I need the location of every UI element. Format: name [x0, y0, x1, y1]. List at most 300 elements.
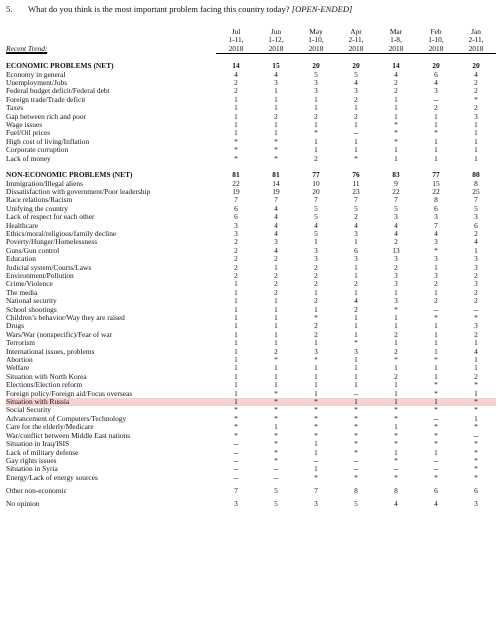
row-value: 4 — [434, 78, 438, 88]
row-value: 83 — [392, 170, 400, 180]
row-value: 1 — [354, 270, 358, 280]
recent-trend-label: Recent Trend: — [6, 44, 48, 54]
row-value: 1 — [354, 355, 358, 365]
row-value: 1 — [274, 329, 278, 339]
row-value: 3 — [434, 270, 438, 280]
row-value: 1 — [314, 120, 318, 130]
row-value: * — [274, 413, 278, 423]
row-value: 1 — [394, 103, 398, 113]
row-value: 5 — [314, 228, 318, 238]
row-value: 1 — [394, 338, 398, 348]
row-value: * — [296, 398, 336, 406]
row-value: 2 — [234, 270, 238, 280]
col-range: 2-11, — [468, 35, 484, 45]
row-value: 1 — [314, 363, 318, 373]
row-value: * — [474, 472, 478, 482]
row-value: 1 — [394, 363, 398, 373]
col-month: Mar — [389, 27, 403, 36]
row-value: * — [234, 405, 238, 415]
row-value: 20 — [312, 61, 320, 71]
col-month: Apr — [350, 27, 362, 36]
row-value: 3 — [434, 86, 438, 96]
row-value: 1 — [314, 464, 318, 474]
col-year: 2018 — [336, 45, 376, 54]
row-value: 7 — [314, 485, 318, 495]
row-value: 1 — [434, 153, 438, 163]
table-row — [6, 247, 496, 255]
row-value: 7 — [354, 195, 358, 205]
row-value: 1 — [314, 338, 318, 348]
row-value: 3 — [434, 254, 438, 264]
row-value: 1 — [434, 338, 438, 348]
row-value: -- — [433, 94, 439, 104]
row-value: 3 — [354, 346, 358, 356]
row-label: Fuel/Oil prices — [6, 128, 51, 138]
row-value: 2 — [474, 270, 478, 280]
row-value: 2 — [394, 329, 398, 339]
row-value: 4 — [314, 220, 318, 230]
row-value: * — [274, 447, 278, 457]
row-value: * — [474, 313, 478, 322]
row-value: 1 — [274, 321, 278, 331]
question-text — [6, 4, 352, 14]
row-value: 1 — [234, 321, 238, 331]
row-value: 20 — [472, 61, 480, 71]
row-value: * — [314, 413, 318, 423]
row-value: 10 — [312, 178, 320, 188]
row-value: 1 — [474, 388, 478, 398]
row-value: 1 — [394, 422, 398, 432]
row-value: 11 — [352, 178, 360, 188]
row-value: * — [394, 304, 398, 314]
row-value: 1 — [234, 128, 238, 138]
row-label: Elections/Election reform — [6, 380, 83, 390]
row-value: * — [434, 245, 438, 255]
row-value: * — [274, 405, 278, 415]
row-value: 4 — [274, 228, 278, 238]
row-value: 1 — [394, 94, 398, 104]
row-value: 1 — [314, 237, 318, 247]
row-value: * — [474, 439, 478, 449]
row-label: The media — [6, 287, 38, 297]
row-value: -- — [433, 304, 439, 314]
row-value: 2 — [394, 86, 398, 96]
col-range: 1-8, — [390, 35, 402, 45]
row-value: * — [474, 405, 478, 415]
row-value: 2 — [314, 262, 318, 272]
row-value: -- — [233, 455, 239, 465]
row-label: School shootings — [6, 304, 57, 314]
row-value: 1 — [336, 398, 376, 406]
row-value: 1 — [474, 120, 478, 130]
row-value: * — [274, 430, 278, 440]
row-value: 4 — [394, 220, 398, 230]
row-value: 1 — [354, 287, 358, 297]
row-value: 4 — [354, 220, 358, 230]
row-value: 1 — [234, 355, 238, 365]
row-value: * — [274, 153, 278, 163]
row-value: 2 — [274, 279, 278, 289]
row-value: 2 — [354, 304, 358, 314]
row-value: 4 — [274, 69, 278, 79]
row-value: 2 — [474, 329, 478, 339]
row-value: 4 — [394, 228, 398, 238]
row-value: 4 — [474, 237, 478, 247]
col-month: Feb — [430, 27, 442, 36]
row-value: 3 — [314, 86, 318, 96]
row-value: * — [234, 145, 238, 155]
row-value: 6 — [434, 485, 438, 495]
row-value: 3 — [274, 237, 278, 247]
row-label: Healthcare — [6, 220, 39, 230]
row-value: 1 — [234, 296, 238, 306]
row-value: * — [234, 153, 238, 163]
row-value: 2 — [474, 86, 478, 96]
row-value: -- — [353, 388, 359, 398]
row-value: -- — [273, 464, 279, 474]
row-value: * — [394, 136, 398, 146]
row-value: 1 — [354, 321, 358, 331]
col-month: May — [309, 27, 323, 36]
row-value: * — [314, 405, 318, 415]
row-value: 6 — [474, 485, 478, 495]
row-value: 5 — [314, 69, 318, 79]
row-value: 3 — [474, 254, 478, 264]
row-value: 6 — [434, 203, 438, 213]
table-row — [6, 146, 496, 154]
row-value: 1 — [234, 120, 238, 130]
row-value: * — [474, 447, 478, 457]
row-value: * — [434, 405, 438, 415]
row-value: 1 — [274, 422, 278, 432]
row-value: * — [234, 413, 238, 423]
row-value: 3 — [474, 498, 478, 508]
row-value: 1 — [314, 304, 318, 314]
row-value: -- — [473, 304, 479, 314]
row-value: 2 — [274, 346, 278, 356]
row-value: 1 — [434, 346, 438, 356]
row-value: 1 — [314, 103, 318, 113]
row-value: 1 — [434, 447, 438, 457]
row-value: 1 — [434, 287, 438, 297]
row-label: Foreign policy/Foreign aid/Focus overseas — [6, 388, 133, 398]
row-value: -- — [233, 472, 239, 482]
col-year: 2018 — [416, 45, 456, 54]
row-value: * — [274, 145, 278, 155]
row-value: 2 — [314, 321, 318, 331]
row-value: 1 — [394, 380, 398, 390]
row-value: 1 — [234, 94, 238, 104]
row-value: 1 — [354, 136, 358, 146]
row-value: 1 — [434, 321, 438, 331]
row-value: 1 — [474, 338, 478, 348]
col-year: 2018 — [256, 45, 296, 54]
table-row — [6, 432, 496, 440]
row-value: 2 — [474, 371, 478, 381]
row-value: 8 — [354, 485, 358, 495]
col-year: 2018 — [376, 45, 416, 54]
row-label: NON-ECONOMIC PROBLEMS (NET) — [6, 170, 133, 180]
row-value: 5 — [354, 69, 358, 79]
row-value: 1 — [314, 439, 318, 449]
row-value: 14 — [392, 61, 400, 71]
row-value: 7 — [314, 195, 318, 205]
row-value: 1 — [234, 279, 238, 289]
row-value: 1 — [394, 388, 398, 398]
row-value: 1 — [394, 287, 398, 297]
col-month: Jul — [231, 27, 241, 36]
row-value: * — [474, 94, 478, 104]
row-label: Education — [6, 254, 36, 264]
row-value: 3 — [354, 254, 358, 264]
row-value: 7 — [234, 485, 238, 495]
row-value: 2 — [474, 103, 478, 113]
table-row — [6, 449, 496, 457]
row-value: -- — [433, 464, 439, 474]
table-row — [6, 289, 496, 297]
row-value: 1 — [234, 313, 238, 322]
row-label: Abortion — [6, 355, 33, 365]
row-value: 3 — [234, 220, 238, 230]
row-value: 4 — [274, 245, 278, 255]
table-row — [6, 196, 496, 204]
row-value: 1 — [274, 371, 278, 381]
row-label: Corporate corruption — [6, 145, 69, 155]
row-value: 2 — [314, 279, 318, 289]
row-label: Environment/Pollution — [6, 270, 74, 280]
row-value: 5 — [354, 203, 358, 213]
row-label: Foreign trade/Trade deficit — [6, 94, 86, 104]
table-row — [6, 356, 496, 364]
row-label: Poverty/Hunger/Homelessness — [6, 237, 98, 247]
table-row — [6, 155, 496, 163]
row-value: 81 — [272, 170, 280, 180]
col-range: 1-12, — [268, 35, 284, 45]
table-row — [6, 495, 496, 508]
row-value: 5 — [354, 498, 358, 508]
row-label: National security — [6, 296, 57, 306]
row-value: 2 — [314, 296, 318, 306]
row-value: 1 — [274, 94, 278, 104]
row-value: 1 — [474, 355, 478, 365]
row-value: 1 — [354, 313, 358, 322]
row-value: * — [474, 422, 478, 432]
row-value: 4 — [394, 498, 398, 508]
col-year: 2018 — [216, 45, 256, 54]
row-value: * — [314, 313, 318, 322]
row-value: 1 — [314, 145, 318, 155]
row-value: 77 — [312, 170, 320, 180]
row-value: 4 — [394, 69, 398, 79]
row-value: 5 — [314, 203, 318, 213]
row-label: Unifying the country — [6, 203, 68, 213]
col-range: 1-10, — [308, 35, 324, 45]
table-body — [6, 62, 496, 508]
row-value: 1 — [274, 103, 278, 113]
row-value: 3 — [274, 78, 278, 88]
row-label: Social Security — [6, 405, 51, 415]
row-value: 5 — [394, 203, 398, 213]
row-label: Children’s behavior/Way they are raised — [6, 313, 125, 322]
row-value: 77 — [432, 170, 440, 180]
row-value: -- — [233, 464, 239, 474]
row-value: -- — [433, 413, 439, 423]
col-range: 1-11, — [228, 35, 244, 45]
row-value: 20 — [352, 61, 360, 71]
table-row — [6, 71, 496, 79]
row-value: 3 — [434, 212, 438, 222]
table-row — [6, 440, 496, 448]
row-value: 3 — [474, 279, 478, 289]
row-label: Taxes — [6, 103, 24, 113]
row-label: Situation with North Korea — [6, 371, 87, 381]
row-value: 4 — [274, 203, 278, 213]
row-value: * — [434, 439, 438, 449]
row-value: 3 — [474, 111, 478, 121]
row-label: Wage issues — [6, 120, 43, 130]
row-value: 6 — [474, 220, 478, 230]
row-value: 6 — [434, 69, 438, 79]
row-value: 3 — [234, 228, 238, 238]
row-value: 3 — [394, 270, 398, 280]
row-value: 1 — [474, 145, 478, 155]
row-value: * — [434, 313, 438, 322]
row-value: 4 — [234, 69, 238, 79]
row-value: 8 — [394, 485, 398, 495]
row-value: 3 — [434, 237, 438, 247]
row-value: * — [456, 398, 496, 406]
row-value: 2 — [354, 279, 358, 289]
row-value: 1 — [394, 153, 398, 163]
row-value: 2 — [234, 86, 238, 96]
row-label: No opinion — [6, 498, 40, 508]
row-value: 3 — [474, 262, 478, 272]
row-value: 3 — [234, 498, 238, 508]
row-label: Federal budget deficit/Federal debt — [6, 86, 110, 96]
row-label: Advancement of Computers/Technology — [6, 413, 127, 423]
row-value: 2 — [474, 78, 478, 88]
row-value: 19 — [232, 186, 240, 196]
row-value: 2 — [234, 78, 238, 88]
table-row — [6, 188, 496, 196]
row-value: 1 — [216, 398, 256, 406]
row-value: 1 — [274, 304, 278, 314]
row-value: 2 — [234, 237, 238, 247]
row-value: 3 — [474, 212, 478, 222]
row-value: 80 — [472, 170, 480, 180]
table-row — [6, 272, 496, 280]
row-value: * — [394, 355, 398, 365]
row-label: Lack of money — [6, 153, 51, 163]
row-value: * — [256, 398, 296, 406]
row-label: Drugs — [6, 321, 25, 331]
row-value: -- — [353, 455, 359, 465]
row-value: 5 — [274, 498, 278, 508]
row-value: 1 — [434, 145, 438, 155]
row-value: 1 — [274, 380, 278, 390]
row-value: * — [394, 439, 398, 449]
row-value: 2 — [394, 237, 398, 247]
row-value: 3 — [314, 245, 318, 255]
row-value: 1 — [416, 398, 456, 406]
row-value: 1 — [234, 380, 238, 390]
col-year: 2018 — [456, 45, 496, 54]
row-value: 3 — [314, 346, 318, 356]
row-value: * — [354, 153, 358, 163]
row-value: * — [354, 338, 358, 348]
row-value: 1 — [394, 313, 398, 322]
row-value: 1 — [394, 111, 398, 121]
row-value: 2 — [394, 346, 398, 356]
row-value: * — [274, 439, 278, 449]
row-value: 2 — [314, 111, 318, 121]
row-value: 4 — [354, 78, 358, 88]
row-value: 1 — [234, 304, 238, 314]
row-value: 2 — [234, 262, 238, 272]
row-value: 2 — [474, 228, 478, 238]
row-value: -- — [313, 455, 319, 465]
row-value: 1 — [234, 346, 238, 356]
row-value: 9 — [394, 178, 398, 188]
row-value: 1 — [354, 363, 358, 373]
row-label: Situation with Russia — [6, 398, 216, 406]
row-value: 8 — [434, 195, 438, 205]
row-value: 1 — [274, 262, 278, 272]
row-value: 4 — [474, 346, 478, 356]
table-row — [6, 121, 496, 129]
row-value: 2 — [474, 296, 478, 306]
row-value: * — [234, 422, 238, 432]
row-value: 2 — [274, 287, 278, 297]
row-value: 1 — [354, 380, 358, 390]
table-section-row — [6, 62, 496, 70]
row-value: * — [274, 136, 278, 146]
col-range: 1-10, — [428, 35, 444, 45]
row-value: 1 — [474, 363, 478, 373]
row-label: Guns/Gun control — [6, 245, 60, 255]
row-value: 1 — [234, 363, 238, 373]
row-value: 1 — [434, 262, 438, 272]
row-value: 1 — [234, 338, 238, 348]
row-value: * — [314, 422, 318, 432]
row-value: 5 — [314, 212, 318, 222]
row-value: * — [394, 455, 398, 465]
row-value: 2 — [314, 153, 318, 163]
row-value: 2 — [434, 296, 438, 306]
row-value: * — [354, 405, 358, 415]
row-value: 6 — [234, 212, 238, 222]
row-value: * — [274, 388, 278, 398]
row-value: 1 — [474, 245, 478, 255]
table-row — [6, 348, 496, 356]
row-value: 1 — [274, 120, 278, 130]
question-prompt: What do you think is the most important problem facing this country today? — [28, 4, 290, 14]
row-label: Wars/War (nonspecific)/Fear of war — [6, 329, 113, 339]
row-value: 8 — [474, 178, 478, 188]
row-label: International issues, problems — [6, 346, 95, 356]
row-label: Ethics/moral/religious/family decline — [6, 228, 117, 238]
row-value: 2 — [394, 371, 398, 381]
row-value: 1 — [474, 413, 478, 423]
row-value: 2 — [354, 111, 358, 121]
row-value: 1 — [394, 447, 398, 457]
row-value: 1 — [434, 136, 438, 146]
row-value: * — [434, 355, 438, 365]
row-value: -- — [393, 464, 399, 474]
row-value: * — [314, 128, 318, 138]
row-value: 3 — [394, 296, 398, 306]
row-value: * — [434, 128, 438, 138]
